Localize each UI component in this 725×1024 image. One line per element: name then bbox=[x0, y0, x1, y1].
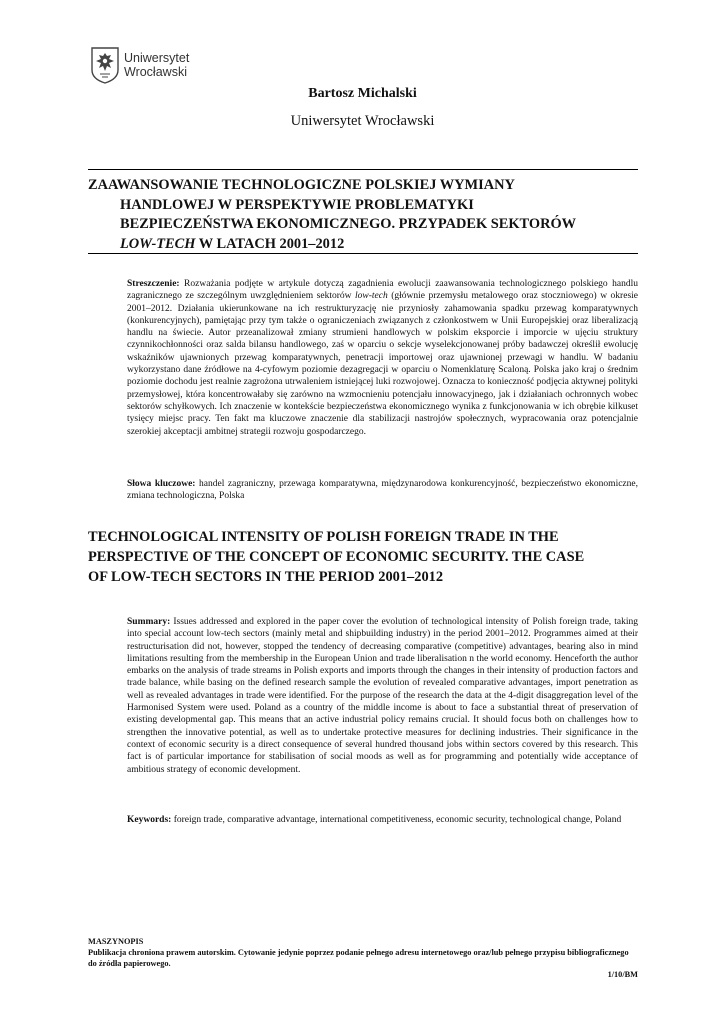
polish-keywords-text: handel zagraniczny, przewaga komparatywna, międzynarodowa konkurencyjność, bezpieczeństwo ekonomiczne, zmiana technologiczna, Polska bbox=[127, 479, 638, 502]
polish-title-line-1: ZAAWANSOWANIE TECHNOLOGICZNE POLSKIEJ WYMIANY bbox=[88, 177, 515, 193]
english-keywords-text: foreign trade, comparative advantage, international competitiveness, economic security, technological change, Poland bbox=[171, 815, 622, 825]
footer-heading: MASZYNOPIS bbox=[88, 937, 144, 946]
polish-title-line-4 bbox=[88, 235, 638, 255]
polish-abstract-italic: low-tech bbox=[354, 291, 388, 302]
title-rule-bottom bbox=[88, 253, 638, 254]
polish-title-line-2: HANDLOWEJ W PERSPEKTYWIE PROBLEMATYKI bbox=[120, 196, 474, 213]
polish-title-italic: LOW-TECH bbox=[120, 235, 196, 252]
polish-title-line-3: BEZPIECZEŃSTWA EKONOMICZNEGO. PRZYPADEK SEKTORÓW bbox=[120, 216, 577, 232]
english-keywords-label: Keywords: bbox=[127, 815, 172, 825]
footer-notice: Publikacja chroniona prawem autorskim. Cytowanie jedynie poprzez podanie pełnego adresu internetowego oraz/lub pełnego przypisu bibliograficznego do źródła papierowego. bbox=[88, 948, 629, 968]
logo-line-1: Uniwersytet bbox=[124, 51, 190, 65]
title-rule-top bbox=[88, 169, 638, 170]
page-reference: 1/10/BM bbox=[607, 970, 638, 979]
english-title-line-3: OF LOW-TECH SECTORS IN THE PERIOD 2001–2012 bbox=[88, 568, 444, 585]
polish-abstract-text-1: Rozważania podjęte w artykule dotyczą zagadnienia ewolucji zaawansowania technologicznego polskiego handlu zagranicznego ze szczególnym uwzględnieniem sektorów bbox=[127, 279, 638, 302]
polish-title-line-4-rest: W LATACH 2001–2012 bbox=[195, 235, 345, 252]
polish-keywords bbox=[127, 478, 638, 503]
logo-wordmark bbox=[124, 51, 189, 79]
english-title-line-2: PERSPECTIVE OF THE CONCEPT OF ECONOMIC SECURITY. THE CASE bbox=[88, 548, 585, 565]
english-abstract-text: Issues addressed and explored in the paper cover the evolution of technological intensity of Polish foreign trade, taking into special account low-tech sectors (mainly metal and shipbuilding industry) in the period 2001–2012. Programmes aimed at their restructurisation did not, however, stopped the tendency of decreasing comparative (competitive) advantages, bearing also in mind limitations resulting from the membership in the European Union and trade liberalisation n the world economy. Henceforth the author embarks on the analysis of trade streams in Polish exports and imports through the changes in their intensity of production factors and trade balance, while basing on the defined research sample the evolution of revealed comparative advantages, import penetration as well as revealed advantages in trade were identified. For the purpose of the research the data at the 4-digit disaggregation level of the Harmonised System were used. Poland as a country of the middle income is about to face a substantial threat of preservation of existing developmental gap. This means that an active industrial policy remains crucial. It should focus both on challenges how to strengthen the innovative potential, as well as to undertake protective measures for declining industries. Their significance in the context of economic security is a direct consequence of several hundred thousand jobs within sectors covered by this research. This fact is of particular importance for stabilisation of social moods as well as for programming and potentially wide acceptance of ambitious strategy of economic development. bbox=[127, 617, 638, 775]
english-abstract-label: Summary: bbox=[127, 617, 171, 627]
university-logo bbox=[90, 46, 200, 86]
polish-abstract bbox=[127, 278, 638, 438]
logo-line-2: Wrocławski bbox=[124, 65, 187, 79]
author-name: Bartosz Michalski bbox=[308, 86, 417, 101]
english-title-line-1: TECHNOLOGICAL INTENSITY OF POLISH FOREIGN TRADE IN THE bbox=[88, 529, 559, 545]
polish-keywords-label: Słowa kluczowe: bbox=[127, 479, 196, 489]
polish-abstract-label: Streszczenie: bbox=[127, 279, 180, 289]
english-title bbox=[88, 528, 648, 587]
english-keywords bbox=[127, 814, 638, 826]
copyright-footer bbox=[88, 936, 638, 969]
eagle-emblem-icon bbox=[90, 46, 120, 84]
polish-abstract-text-2: (głównie przemysłu metalowego oraz stoczniowego) w okresie 2001–2012. Działania ukierunkowane na ich restrukturyzację nie przyniosły zahamowania spadku przewag komparatywnych (konkurencyjnych), pamiętając przy tym także o ograniczeniach związanych z członkostwem w Unii Europejskiej oraz liberalizacją handlu na świecie. Autor przeanalizował zmiany strumieni handlowych w polskim eksporcie i imporcie w ujęciu struktury czynnikochłonności oraz salda bilansu handlowego, zaś w oparciu o sekcje wyselekcjonowanej próby badawczej określił ewolucję wskaźników ujawnionych przewag komparatywnych, penetracji importowej oraz ujawnionej przewagi w handlu. W badaniu wykorzystano dane źródłowe na 4-cyfowym poziomie dezagregacji w oparciu o Nomenklaturę Scaloną. Polska jako kraj o średnim poziomie dochodu jest realnie zagrożona utrwaleniem istniejącej luki rozwojowej. Oznacza to konieczność podjęcia aktywnej polityki przemysłowej, która koncentrowałaby się zarówno na wzmocnieniu potencjału innowacyjnego, jak i działaniach ochronnych wobec sektorów schyłkowych. Ich znaczenie w kontekście bezpieczeństwa ekonomicznego wynika z funkcjonowania w ich obrębie kilkuset tysięcy miejsc pracy. Ten fakt ma kluczowe znaczenie dla stabilizacji nastrojów społecznych, wypracowania oraz potencjalnie szerokiej akceptacji ambitnej strategii rozwoju gospodarczego. bbox=[127, 291, 638, 437]
author-affiliation: Uniwersytet Wrocławski bbox=[290, 113, 435, 129]
polish-title bbox=[88, 176, 638, 254]
english-abstract bbox=[127, 616, 638, 776]
